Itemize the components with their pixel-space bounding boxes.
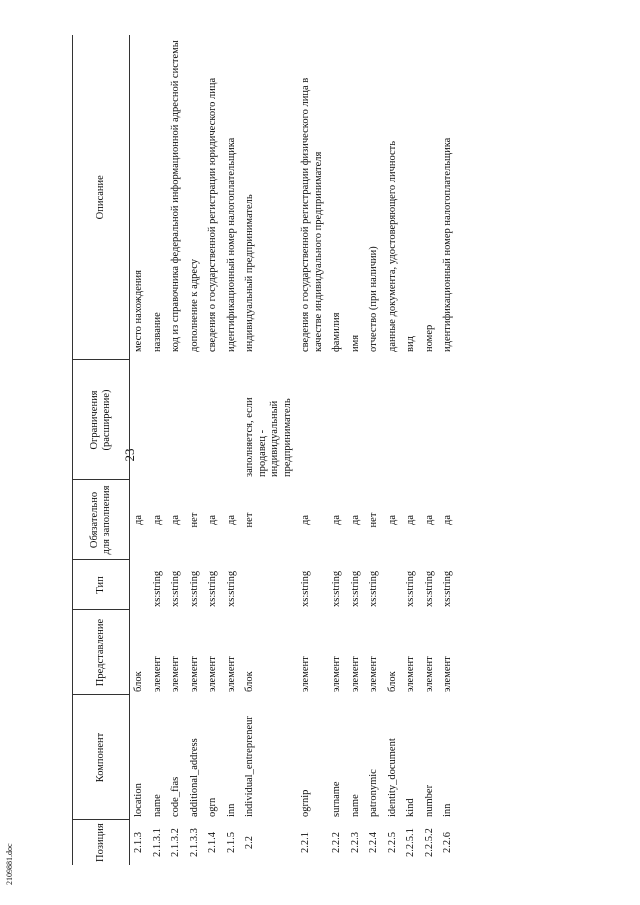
- cell-required: да: [349, 515, 361, 526]
- cell-type: xs:string: [170, 570, 181, 607]
- cell-component: location: [133, 783, 144, 817]
- table-row: [223, 35, 242, 865]
- cell-component: kind: [405, 798, 416, 817]
- cell-component: ogrn: [207, 797, 218, 817]
- cell-component: inn: [442, 803, 453, 817]
- cell-required: нет: [244, 512, 255, 528]
- cell-type: xs:string: [151, 570, 163, 607]
- cell-position: 2.2.4: [368, 832, 379, 853]
- cell-representation: элемент: [151, 656, 163, 692]
- cell-representation: элемент: [442, 656, 453, 692]
- cell-description: индивидуальный предприниматель: [244, 194, 255, 352]
- header-description: Описание: [73, 35, 130, 360]
- cell-required: нет: [368, 512, 379, 528]
- cell-description: код из справочника федеральной информационной адресной системы: [170, 40, 181, 352]
- cell-restrictions: [384, 360, 403, 480]
- cell-restrictions: [149, 360, 168, 480]
- cell-restrictions: заполняется, если продавец - индивидуальный предприниматель: [244, 397, 293, 477]
- cell-type: xs:string: [331, 570, 342, 607]
- cell-restrictions: [439, 360, 458, 480]
- header-position: Позиция: [73, 820, 130, 865]
- table-row: [204, 35, 223, 865]
- table-row: [439, 35, 458, 865]
- cell-representation: элемент: [188, 656, 200, 692]
- cell-required: да: [442, 515, 453, 526]
- cell-restrictions: [130, 360, 149, 480]
- cell-required: да: [225, 515, 237, 526]
- cell-component: ogrnip: [300, 789, 311, 817]
- cell-type: xs:string: [188, 570, 200, 607]
- cell-position: 2.1.3.1: [151, 828, 163, 857]
- cell-position: 2.2: [244, 835, 255, 850]
- table-row: [384, 35, 403, 865]
- cell-type: xs:string: [300, 570, 311, 607]
- cell-representation: элемент: [368, 656, 379, 692]
- cell-position: 2.2.1: [300, 832, 311, 853]
- cell-component: patronymic: [368, 769, 379, 817]
- cell-type: [241, 560, 297, 610]
- cell-representation: элемент: [300, 656, 311, 692]
- table-row: [328, 35, 347, 865]
- cell-representation: блок: [386, 671, 398, 692]
- cell-required: да: [133, 515, 144, 526]
- cell-restrictions: [328, 360, 347, 480]
- cell-type: [130, 560, 149, 610]
- table-row: [167, 35, 186, 865]
- cell-representation: элемент: [207, 656, 218, 692]
- cell-description: вид: [405, 336, 416, 352]
- cell-position: 2.2.5: [386, 832, 398, 853]
- cell-component: inn: [225, 803, 237, 817]
- cell-position: 2.2.5.2: [423, 828, 435, 857]
- cell-description: название: [151, 312, 163, 352]
- cell-restrictions: [223, 360, 242, 480]
- cell-component: number: [423, 784, 435, 817]
- cell-required: да: [300, 515, 311, 526]
- table-row: [149, 35, 168, 865]
- table-row: [347, 35, 366, 865]
- cell-description: дополнение к адресу: [188, 258, 200, 352]
- header-type: Тип: [73, 560, 130, 610]
- cell-restrictions: [167, 360, 186, 480]
- footer-document-code: 2109881.doc: [5, 843, 14, 885]
- header-component: Компонент: [73, 695, 130, 820]
- cell-restrictions: [297, 360, 328, 480]
- cell-required: да: [405, 515, 416, 526]
- cell-component: name: [151, 794, 163, 817]
- header-representation: Представление: [73, 610, 130, 695]
- cell-restrictions: [186, 360, 205, 480]
- cell-component: name: [349, 794, 361, 817]
- cell-required: да: [170, 515, 181, 526]
- cell-type: xs:string: [423, 570, 435, 607]
- cell-position: 2.1.3.2: [170, 828, 181, 857]
- cell-position: 2.2.5.1: [405, 828, 416, 857]
- cell-representation: элемент: [405, 656, 416, 692]
- cell-restrictions: [204, 360, 223, 480]
- cell-representation: блок: [244, 671, 255, 692]
- cell-description: идентификационный номер налогоплательщика: [225, 137, 237, 352]
- cell-description: номер: [423, 324, 435, 352]
- cell-type: xs:string: [368, 570, 379, 607]
- cell-type: xs:string: [225, 570, 237, 607]
- table-header-row: [73, 35, 130, 865]
- cell-position: 2.1.3.3: [188, 828, 200, 857]
- cell-description: место нахождения: [133, 270, 144, 352]
- cell-required: да: [386, 515, 398, 526]
- cell-position: 2.2.2: [331, 832, 342, 853]
- cell-type: xs:string: [405, 570, 416, 607]
- specification-table: [72, 35, 458, 865]
- cell-position: 2.1.3: [133, 832, 144, 853]
- cell-representation: элемент: [225, 656, 237, 692]
- table-row: [297, 35, 328, 865]
- cell-representation: блок: [133, 671, 144, 692]
- table-row: [130, 35, 149, 865]
- cell-type: xs:string: [349, 570, 361, 607]
- cell-description: сведения о государственной регистрации физического лица в качестве индивидуального предпринимателя: [300, 77, 324, 352]
- cell-type: xs:string: [207, 570, 218, 607]
- cell-component: code_fias: [170, 776, 181, 817]
- cell-component: identity_document: [386, 738, 398, 817]
- table-row: [365, 35, 384, 865]
- cell-description: идентификационный номер налогоплательщика: [442, 137, 453, 352]
- cell-description: данные документа, удостоверяющего личность: [386, 140, 398, 352]
- cell-component: surname: [331, 781, 342, 817]
- cell-description: сведения о государственной регистрации юридического лица: [207, 77, 218, 352]
- cell-restrictions: [347, 360, 366, 480]
- cell-representation: элемент: [423, 656, 435, 692]
- cell-component: individual_entrepreneur: [244, 716, 255, 817]
- cell-required: да: [423, 515, 435, 526]
- cell-position: 2.2.6: [442, 832, 453, 853]
- table-row: [402, 35, 421, 865]
- cell-description: имя: [349, 334, 361, 352]
- cell-representation: элемент: [349, 656, 361, 692]
- cell-representation: элемент: [331, 656, 342, 692]
- cell-position: 2.1.5: [225, 832, 237, 853]
- cell-description: отчество (при наличии): [368, 246, 379, 352]
- cell-restrictions: [402, 360, 421, 480]
- cell-required: нет: [188, 512, 200, 528]
- table-row: [421, 35, 440, 865]
- cell-component: additional_address: [188, 738, 200, 817]
- cell-description: фамилия: [331, 312, 342, 352]
- cell-required: да: [151, 515, 163, 526]
- cell-type: [384, 560, 403, 610]
- table-row: [241, 35, 297, 865]
- header-required: Обязательно для заполнения: [73, 480, 130, 560]
- cell-required: да: [207, 515, 218, 526]
- cell-representation: элемент: [170, 656, 181, 692]
- cell-required: да: [331, 515, 342, 526]
- cell-restrictions: [421, 360, 440, 480]
- rotated-table-wrapper: [72, 35, 612, 865]
- cell-restrictions: [365, 360, 384, 480]
- header-restrictions: Ограничения (расширение): [73, 360, 130, 480]
- page-number: 23: [122, 448, 137, 462]
- cell-type: xs:string: [442, 570, 453, 607]
- table-row: [186, 35, 205, 865]
- cell-position: 2.1.4: [207, 832, 218, 853]
- cell-position: 2.2.3: [349, 832, 361, 853]
